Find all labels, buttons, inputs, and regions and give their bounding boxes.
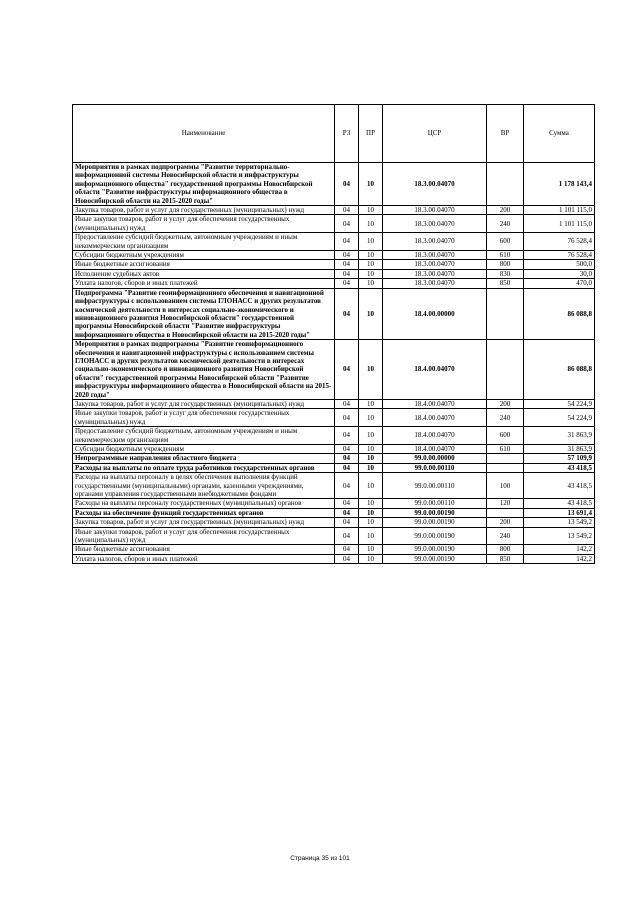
table-row bbox=[73, 473, 595, 499]
table-row bbox=[73, 399, 595, 408]
cell-csr: 99.0.00.00190 bbox=[383, 527, 487, 545]
cell-csr: 99.0.00.00190 bbox=[383, 545, 487, 554]
table-body bbox=[73, 163, 595, 564]
cell-name: Иные бюджетные ассигнования bbox=[73, 545, 335, 554]
cell-name: Субсидии бюджетным учреждениям bbox=[73, 445, 335, 454]
cell-csr: 18.4.00.04070 bbox=[383, 409, 487, 427]
cell-pr: 10 bbox=[359, 454, 383, 463]
cell-sum: 86 088,8 bbox=[524, 340, 595, 400]
cell-vr: 200 bbox=[487, 518, 524, 527]
cell-sum: 57 109,9 bbox=[524, 454, 595, 463]
cell-name: Иные закупки товаров, работ и услуг для обеспечения государственных (муниципальных) нужд bbox=[73, 215, 335, 233]
table-row bbox=[73, 427, 595, 445]
cell-name: Мероприятия в рамках подпрограммы "Развитие геоинформационного обеспечения и навигационной инфраструктуры с использованием системы ГЛОНАСС и других результатов космической деятельности в интересах социально-экономического и инновационного развития Новосибирской области" государственной программы Новосибирской области "Развитие инфраструктуры информационного общества в Новосибирской области на 2015-2020 годы" bbox=[73, 340, 335, 400]
cell-pr: 10 bbox=[359, 518, 383, 527]
cell-csr: 99.0.00.00190 bbox=[383, 518, 487, 527]
cell-vr bbox=[487, 163, 524, 206]
table-row bbox=[73, 269, 595, 278]
cell-sum: 13 691,4 bbox=[524, 508, 595, 517]
cell-rz: 04 bbox=[335, 251, 359, 260]
cell-pr: 10 bbox=[359, 554, 383, 563]
cell-rz: 04 bbox=[335, 473, 359, 499]
cell-name: Иные закупки товаров, работ и услуг для обеспечения государственных (муниципальных) нужд bbox=[73, 409, 335, 427]
cell-rz: 04 bbox=[335, 340, 359, 400]
cell-rz: 04 bbox=[335, 206, 359, 215]
cell-vr: 100 bbox=[487, 473, 524, 499]
table-row bbox=[73, 340, 595, 400]
cell-vr bbox=[487, 288, 524, 339]
cell-csr: 18.4.00.00000 bbox=[383, 288, 487, 339]
cell-rz: 04 bbox=[335, 233, 359, 251]
cell-vr: 830 bbox=[487, 269, 524, 278]
cell-sum: 43 418,5 bbox=[524, 499, 595, 508]
cell-vr bbox=[487, 454, 524, 463]
cell-rz: 04 bbox=[335, 463, 359, 472]
cell-pr: 10 bbox=[359, 279, 383, 288]
cell-rz: 04 bbox=[335, 527, 359, 545]
cell-vr: 610 bbox=[487, 251, 524, 260]
cell-vr: 610 bbox=[487, 445, 524, 454]
cell-sum: 86 088,8 bbox=[524, 288, 595, 339]
cell-name: Уплата налогов, сборов и иных платежей bbox=[73, 279, 335, 288]
cell-pr: 10 bbox=[359, 251, 383, 260]
table-row bbox=[73, 499, 595, 508]
cell-name: Расходы на обеспечение функций государственных органов bbox=[73, 508, 335, 517]
cell-sum: 30,0 bbox=[524, 269, 595, 278]
cell-rz: 04 bbox=[335, 554, 359, 563]
table-header-row bbox=[73, 105, 595, 163]
cell-rz: 04 bbox=[335, 454, 359, 463]
table-row bbox=[73, 260, 595, 269]
cell-vr: 600 bbox=[487, 427, 524, 445]
cell-pr: 10 bbox=[359, 288, 383, 339]
cell-vr bbox=[487, 463, 524, 472]
cell-vr: 850 bbox=[487, 554, 524, 563]
cell-vr: 200 bbox=[487, 206, 524, 215]
table-row bbox=[73, 279, 595, 288]
cell-pr: 10 bbox=[359, 233, 383, 251]
cell-name: Иные бюджетные ассигнования bbox=[73, 260, 335, 269]
cell-sum: 142,2 bbox=[524, 545, 595, 554]
cell-sum: 54 224,9 bbox=[524, 399, 595, 408]
cell-vr: 850 bbox=[487, 279, 524, 288]
cell-rz: 04 bbox=[335, 409, 359, 427]
cell-name: Предоставление субсидий бюджетным, автономным учреждениям и иным некоммерческим организациям bbox=[73, 233, 335, 251]
table-row bbox=[73, 445, 595, 454]
cell-sum: 76 528,4 bbox=[524, 233, 595, 251]
table-row bbox=[73, 545, 595, 554]
cell-csr: 18.4.00.04070 bbox=[383, 399, 487, 408]
cell-name: Непрограммные направления областного бюджета bbox=[73, 454, 335, 463]
cell-vr: 240 bbox=[487, 215, 524, 233]
cell-csr: 99.0.00.00000 bbox=[383, 454, 487, 463]
cell-sum: 470,0 bbox=[524, 279, 595, 288]
cell-vr: 600 bbox=[487, 233, 524, 251]
table-row bbox=[73, 233, 595, 251]
cell-sum: 31 863,9 bbox=[524, 427, 595, 445]
page-number: Страница 35 из 101 bbox=[290, 855, 350, 862]
header-pr: ПР bbox=[359, 105, 383, 163]
table-row bbox=[73, 463, 595, 472]
cell-sum: 31 863,9 bbox=[524, 445, 595, 454]
cell-pr: 10 bbox=[359, 445, 383, 454]
cell-name: Расходы на выплаты персоналу в целях обеспечения выполнения функций государственными (муниципальными) органами, казенными учреждениями, органами управления государственными внебюджетными фондами bbox=[73, 473, 335, 499]
table-row bbox=[73, 251, 595, 260]
cell-rz: 04 bbox=[335, 260, 359, 269]
cell-csr: 18.3.00.04070 bbox=[383, 163, 487, 206]
cell-csr: 99.0.00.00110 bbox=[383, 499, 487, 508]
cell-name: Расходы на выплаты по оплате труда работников государственных органов bbox=[73, 463, 335, 472]
cell-sum: 500,0 bbox=[524, 260, 595, 269]
cell-rz: 04 bbox=[335, 499, 359, 508]
cell-csr: 18.4.00.04070 bbox=[383, 427, 487, 445]
cell-vr bbox=[487, 340, 524, 400]
cell-pr: 10 bbox=[359, 499, 383, 508]
cell-name: Иные закупки товаров, работ и услуг для обеспечения государственных (муниципальных) нужд bbox=[73, 527, 335, 545]
cell-sum: 1 101 115,0 bbox=[524, 206, 595, 215]
cell-sum: 1 101 115,0 bbox=[524, 215, 595, 233]
table-row bbox=[73, 518, 595, 527]
cell-csr: 18.4.00.04070 bbox=[383, 340, 487, 400]
cell-rz: 04 bbox=[335, 445, 359, 454]
cell-rz: 04 bbox=[335, 427, 359, 445]
cell-pr: 10 bbox=[359, 340, 383, 400]
table-row bbox=[73, 206, 595, 215]
table-row bbox=[73, 527, 595, 545]
cell-sum: 1 178 143,4 bbox=[524, 163, 595, 206]
cell-csr: 18.3.00.04070 bbox=[383, 279, 487, 288]
cell-pr: 10 bbox=[359, 399, 383, 408]
header-sum: Сумма bbox=[524, 105, 595, 163]
table-row bbox=[73, 554, 595, 563]
cell-csr: 99.0.00.00110 bbox=[383, 463, 487, 472]
header-vr: ВР bbox=[487, 105, 524, 163]
cell-csr: 99.0.00.00110 bbox=[383, 473, 487, 499]
cell-rz: 04 bbox=[335, 518, 359, 527]
cell-rz: 04 bbox=[335, 163, 359, 206]
cell-pr: 10 bbox=[359, 508, 383, 517]
cell-csr: 18.4.00.04070 bbox=[383, 445, 487, 454]
cell-vr: 240 bbox=[487, 409, 524, 427]
table-row bbox=[73, 508, 595, 517]
cell-csr: 18.3.00.04070 bbox=[383, 269, 487, 278]
cell-name: Закупка товаров, работ и услуг для государственных (муниципальных) нужд bbox=[73, 206, 335, 215]
cell-pr: 10 bbox=[359, 215, 383, 233]
cell-vr: 120 bbox=[487, 499, 524, 508]
cell-sum: 43 418,5 bbox=[524, 473, 595, 499]
cell-pr: 10 bbox=[359, 260, 383, 269]
cell-sum: 142,2 bbox=[524, 554, 595, 563]
cell-pr: 10 bbox=[359, 473, 383, 499]
cell-rz: 04 bbox=[335, 399, 359, 408]
cell-csr: 18.3.00.04070 bbox=[383, 233, 487, 251]
cell-rz: 04 bbox=[335, 215, 359, 233]
header-name: Наименование bbox=[73, 105, 335, 163]
cell-vr bbox=[487, 508, 524, 517]
cell-rz: 04 bbox=[335, 288, 359, 339]
cell-name: Подпрограмма "Развитие геоинформационного обеспечения и навигационной инфраструктуры с использованием системы ГЛОНАСС и других результатов космической деятельности в интересах социально-экономического и инновационного развития Новосибирской области" государственной программы Новосибирской области "Развитие инфраструктуры информационного общества в Новосибирской области на 2015-2020 годы" bbox=[73, 288, 335, 339]
table-row bbox=[73, 454, 595, 463]
cell-pr: 10 bbox=[359, 427, 383, 445]
cell-csr: 18.3.00.04070 bbox=[383, 251, 487, 260]
cell-name: Закупка товаров, работ и услуг для государственных (муниципальных) нужд bbox=[73, 399, 335, 408]
cell-name: Субсидии бюджетным учреждениям bbox=[73, 251, 335, 260]
table-row bbox=[73, 163, 595, 206]
cell-csr: 18.3.00.04070 bbox=[383, 260, 487, 269]
cell-sum: 43 418,5 bbox=[524, 463, 595, 472]
cell-sum: 54 224,9 bbox=[524, 409, 595, 427]
cell-pr: 10 bbox=[359, 269, 383, 278]
cell-csr: 18.3.00.04070 bbox=[383, 215, 487, 233]
cell-vr: 800 bbox=[487, 260, 524, 269]
cell-sum: 13 549,2 bbox=[524, 527, 595, 545]
header-rz: РЗ bbox=[335, 105, 359, 163]
cell-sum: 13 549,2 bbox=[524, 518, 595, 527]
cell-name: Предоставление субсидий бюджетным, автономным учреждениям и иным некоммерческим организациям bbox=[73, 427, 335, 445]
cell-name: Исполнение судебных актов bbox=[73, 269, 335, 278]
cell-pr: 10 bbox=[359, 463, 383, 472]
cell-name: Закупка товаров, работ и услуг для государственных (муниципальных) нужд bbox=[73, 518, 335, 527]
cell-pr: 10 bbox=[359, 163, 383, 206]
cell-pr: 10 bbox=[359, 527, 383, 545]
cell-vr: 200 bbox=[487, 399, 524, 408]
table-row bbox=[73, 215, 595, 233]
cell-vr: 800 bbox=[487, 545, 524, 554]
cell-rz: 04 bbox=[335, 269, 359, 278]
cell-pr: 10 bbox=[359, 545, 383, 554]
cell-sum: 76 528,4 bbox=[524, 251, 595, 260]
cell-csr: 99.0.00.00190 bbox=[383, 508, 487, 517]
header-csr: ЦСР bbox=[383, 105, 487, 163]
cell-csr: 99.0.00.00190 bbox=[383, 554, 487, 563]
cell-pr: 10 bbox=[359, 409, 383, 427]
cell-name: Уплата налогов, сборов и иных платежей bbox=[73, 554, 335, 563]
table-row bbox=[73, 409, 595, 427]
cell-name: Мероприятия в рамках подпрограммы "Развитие территориально-информационной системы Новосибирской области и инфраструктуры информационного общества" государственной программы Новосибирской области "Развитие инфраструктуры информационного общества в Новосибирской области на 2015-2020 годы" bbox=[73, 163, 335, 206]
budget-table bbox=[72, 104, 595, 564]
cell-name: Расходы на выплаты персоналу государственных (муниципальных) органов bbox=[73, 499, 335, 508]
cell-csr: 18.3.00.04070 bbox=[383, 206, 487, 215]
table-row bbox=[73, 288, 595, 339]
cell-pr: 10 bbox=[359, 206, 383, 215]
cell-rz: 04 bbox=[335, 508, 359, 517]
cell-rz: 04 bbox=[335, 545, 359, 554]
cell-vr: 240 bbox=[487, 527, 524, 545]
cell-rz: 04 bbox=[335, 279, 359, 288]
